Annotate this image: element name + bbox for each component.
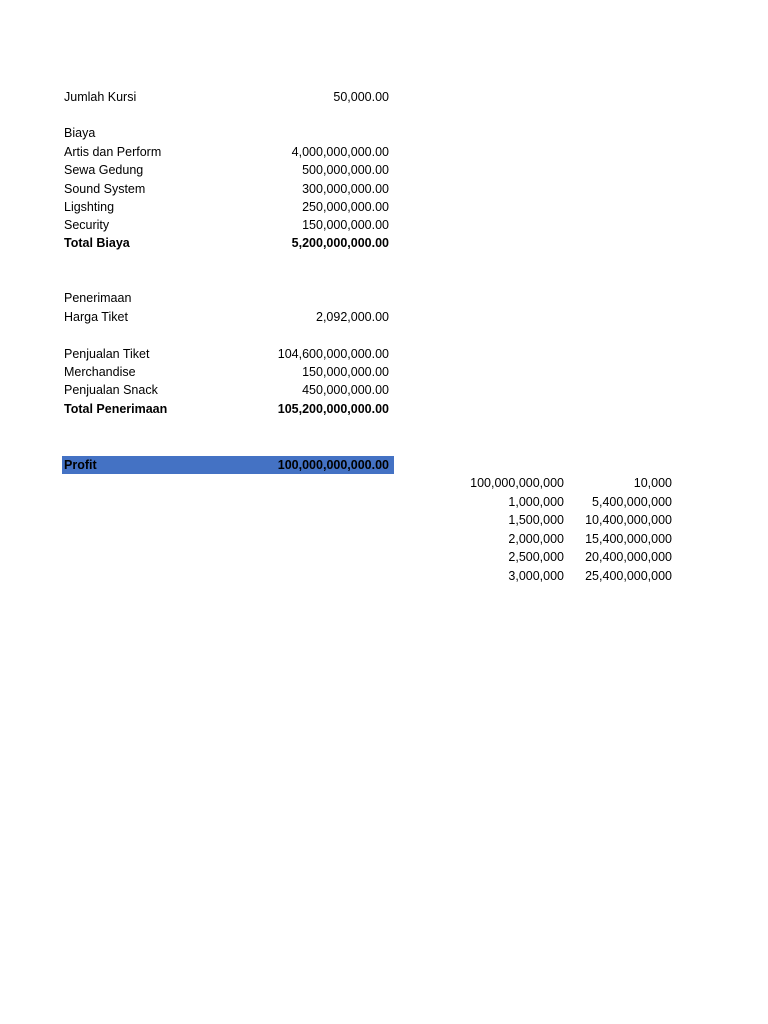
biaya-item-value: 300,000,000.00 [302, 182, 389, 196]
profit-value: 100,000,000,000.00 [277, 458, 389, 472]
table-row [420, 530, 676, 549]
biaya-heading: Biaya [64, 126, 96, 140]
biaya-item-row [62, 180, 394, 198]
biaya-item-value: 4,000,000,000.00 [291, 145, 389, 159]
table-cell-a: 1,000,000 [508, 494, 564, 509]
penerimaan-heading: Penerimaan [64, 291, 132, 305]
table-row [420, 511, 676, 530]
total-penerimaan-label: Total Penerimaan [64, 402, 168, 416]
table-cell-b: 10,400,000,000 [585, 513, 672, 527]
sensitivity-table [420, 474, 676, 585]
penerimaan-heading-row [62, 289, 394, 307]
penerimaan-item-label: Merchandise [64, 365, 136, 379]
total-biaya-value: 5,200,000,000.00 [291, 236, 389, 250]
table-cell-b: 5,400,000,000 [592, 494, 672, 509]
table-cell-b: 25,400,000,000 [585, 568, 672, 583]
profit-row [62, 456, 394, 474]
biaya-item-label: Sound System [64, 182, 146, 196]
table-row [420, 567, 676, 586]
penerimaan-item-row [62, 363, 394, 381]
biaya-item-row [62, 161, 394, 179]
biaya-item-label: Ligshting [64, 200, 115, 214]
table-row [420, 548, 676, 567]
table-cell-a: 2,500,000 [508, 550, 564, 564]
total-penerimaan-row [62, 400, 394, 418]
biaya-item-value: 500,000,000.00 [302, 163, 389, 177]
table-cell-a: 3,000,000 [508, 568, 564, 583]
penerimaan-item-value: 104,600,000,000.00 [277, 347, 389, 361]
penerimaan-item-label: Penjualan Snack [64, 383, 158, 397]
profit-label: Profit [64, 458, 97, 472]
biaya-item-value: 150,000,000.00 [302, 218, 389, 232]
jumlah-kursi-label: Jumlah Kursi [64, 90, 137, 104]
biaya-item-label: Artis dan Perform [64, 145, 162, 159]
table-cell-b: 10,000 [633, 476, 672, 490]
total-biaya-label: Total Biaya [64, 236, 130, 250]
table-row [420, 493, 676, 512]
table-cell-b: 20,400,000,000 [585, 550, 672, 564]
harga-tiket-label: Harga Tiket [64, 310, 128, 324]
biaya-item-row [62, 198, 394, 216]
jumlah-kursi-value: 50,000.00 [333, 90, 389, 104]
biaya-item-row [62, 216, 394, 234]
penerimaan-item-row [62, 381, 394, 399]
harga-tiket-row [62, 308, 394, 326]
table-cell-a: 1,500,000 [508, 513, 564, 527]
penerimaan-item-value: 150,000,000.00 [302, 365, 389, 379]
table-cell-a: 2,000,000 [508, 531, 564, 546]
table-row [420, 474, 676, 493]
biaya-heading-row [62, 124, 394, 142]
biaya-item-label: Sewa Gedung [64, 163, 144, 177]
total-biaya-row [62, 234, 394, 252]
table-cell-a: 100,000,000,000 [470, 476, 564, 490]
biaya-item-label: Security [64, 218, 110, 232]
penerimaan-item-label: Penjualan Tiket [64, 347, 150, 361]
penerimaan-item-value: 450,000,000.00 [302, 383, 389, 397]
jumlah-kursi-row [62, 88, 394, 106]
biaya-item-value: 250,000,000.00 [302, 200, 389, 214]
penerimaan-item-row [62, 345, 394, 363]
total-penerimaan-value: 105,200,000,000.00 [277, 402, 389, 416]
harga-tiket-value: 2,092,000.00 [316, 310, 389, 324]
biaya-item-row [62, 143, 394, 161]
table-cell-b: 15,400,000,000 [585, 531, 672, 546]
